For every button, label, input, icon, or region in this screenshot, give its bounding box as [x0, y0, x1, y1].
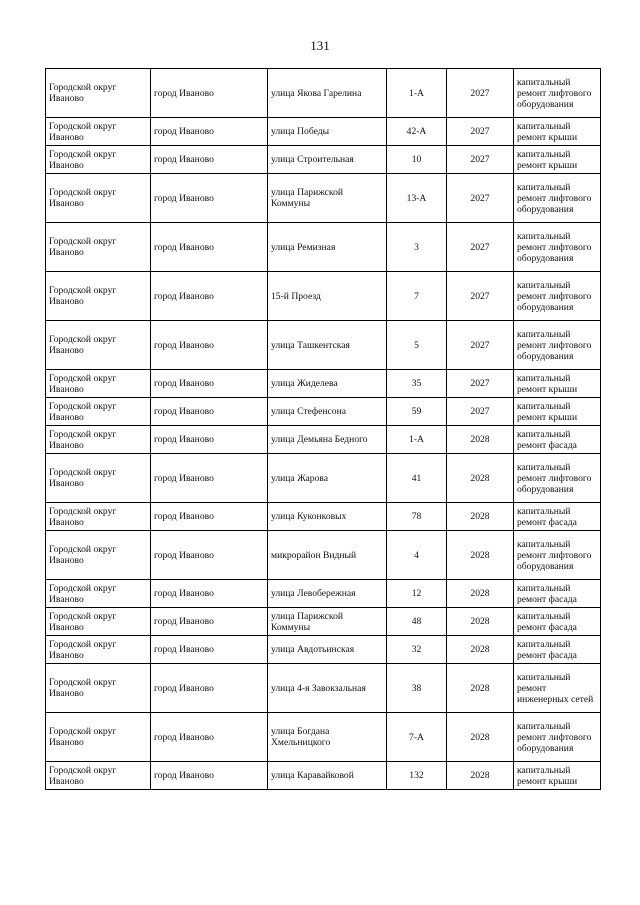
- cell-work-type: капитальный ремонт крыши: [514, 146, 601, 174]
- cell-work-type: капитальный ремонт фасада: [514, 608, 601, 636]
- cell-work-type: капитальный ремонт фасада: [514, 426, 601, 454]
- table-row: [46, 608, 601, 636]
- table-row: [46, 370, 601, 398]
- cell-house-number: 1-А: [387, 69, 447, 118]
- cell-city: город Иваново: [151, 636, 268, 664]
- cell-year: 2027: [447, 223, 514, 272]
- cell-street: улица Парижской Коммуны: [268, 174, 387, 223]
- table-row: [46, 580, 601, 608]
- cell-district: Городской округ Иваново: [46, 272, 151, 321]
- cell-year: 2027: [447, 398, 514, 426]
- cell-work-type: капитальный ремонт лифтового оборудования: [514, 321, 601, 370]
- cell-work-type: капитальный ремонт фасада: [514, 636, 601, 664]
- table-row: [46, 503, 601, 531]
- cell-city: город Иваново: [151, 174, 268, 223]
- cell-street: улица Ремизная: [268, 223, 387, 272]
- cell-year: 2027: [447, 174, 514, 223]
- cell-street: улица Левобережная: [268, 580, 387, 608]
- table-row: [46, 454, 601, 503]
- cell-year: 2028: [447, 608, 514, 636]
- cell-year: 2028: [447, 503, 514, 531]
- cell-house-number: 10: [387, 146, 447, 174]
- cell-year: 2027: [447, 370, 514, 398]
- cell-street: улица Якова Гарелина: [268, 69, 387, 118]
- cell-year: 2028: [447, 580, 514, 608]
- cell-city: город Иваново: [151, 454, 268, 503]
- cell-city: город Иваново: [151, 664, 268, 713]
- cell-district: Городской округ Иваново: [46, 174, 151, 223]
- table-row: [46, 636, 601, 664]
- cell-year: 2027: [447, 146, 514, 174]
- cell-district: Городской округ Иваново: [46, 398, 151, 426]
- table-row: [46, 762, 601, 790]
- table-row: [46, 118, 601, 146]
- cell-year: 2028: [447, 426, 514, 454]
- cell-street: улица 4-я Завокзальная: [268, 664, 387, 713]
- cell-work-type: капитальный ремонт лифтового оборудования: [514, 223, 601, 272]
- cell-street: улица Куконковых: [268, 503, 387, 531]
- cell-year: 2028: [447, 531, 514, 580]
- cell-district: Городской округ Иваново: [46, 531, 151, 580]
- cell-district: Городской округ Иваново: [46, 636, 151, 664]
- cell-district: Городской округ Иваново: [46, 713, 151, 762]
- cell-house-number: 12: [387, 580, 447, 608]
- cell-street: улица Строительная: [268, 146, 387, 174]
- cell-work-type: капитальный ремонт крыши: [514, 398, 601, 426]
- cell-house-number: 35: [387, 370, 447, 398]
- table-row: [46, 69, 601, 118]
- table-row: [46, 426, 601, 454]
- table-row: [46, 272, 601, 321]
- cell-city: город Иваново: [151, 398, 268, 426]
- table-row: [46, 146, 601, 174]
- cell-street: улица Каравайковой: [268, 762, 387, 790]
- table-row: [46, 531, 601, 580]
- repair-schedule-table: [45, 68, 601, 790]
- cell-year: 2028: [447, 636, 514, 664]
- cell-city: город Иваново: [151, 426, 268, 454]
- cell-district: Городской округ Иваново: [46, 454, 151, 503]
- cell-city: город Иваново: [151, 223, 268, 272]
- cell-year: 2027: [447, 272, 514, 321]
- table-row: [46, 223, 601, 272]
- cell-city: город Иваново: [151, 69, 268, 118]
- cell-house-number: 41: [387, 454, 447, 503]
- cell-work-type: капитальный ремонт фасада: [514, 503, 601, 531]
- cell-work-type: капитальный ремонт крыши: [514, 762, 601, 790]
- cell-work-type: капитальный ремонт фасада: [514, 580, 601, 608]
- cell-street: микрорайон Видный: [268, 531, 387, 580]
- cell-street: улица Демьяна Бедного: [268, 426, 387, 454]
- table-row: [46, 398, 601, 426]
- cell-city: город Иваново: [151, 608, 268, 636]
- cell-district: Городской округ Иваново: [46, 426, 151, 454]
- cell-district: Городской округ Иваново: [46, 370, 151, 398]
- cell-district: Городской округ Иваново: [46, 580, 151, 608]
- cell-district: Городской округ Иваново: [46, 118, 151, 146]
- cell-house-number: 48: [387, 608, 447, 636]
- cell-work-type: капитальный ремонт лифтового оборудования: [514, 174, 601, 223]
- cell-street: улица Жарова: [268, 454, 387, 503]
- cell-street: улица Победы: [268, 118, 387, 146]
- cell-city: город Иваново: [151, 118, 268, 146]
- cell-year: 2028: [447, 713, 514, 762]
- cell-city: город Иваново: [151, 762, 268, 790]
- cell-district: Городской округ Иваново: [46, 146, 151, 174]
- cell-district: Городской округ Иваново: [46, 503, 151, 531]
- cell-city: город Иваново: [151, 503, 268, 531]
- table-row: [46, 174, 601, 223]
- cell-house-number: 1-А: [387, 426, 447, 454]
- cell-house-number: 32: [387, 636, 447, 664]
- cell-street: улица Стефенсона: [268, 398, 387, 426]
- cell-house-number: 78: [387, 503, 447, 531]
- cell-house-number: 59: [387, 398, 447, 426]
- cell-house-number: 7: [387, 272, 447, 321]
- cell-year: 2027: [447, 118, 514, 146]
- cell-street: улица Жиделева: [268, 370, 387, 398]
- table-body: [46, 69, 601, 790]
- cell-year: 2028: [447, 454, 514, 503]
- cell-house-number: 38: [387, 664, 447, 713]
- cell-house-number: 42-А: [387, 118, 447, 146]
- cell-city: город Иваново: [151, 713, 268, 762]
- cell-house-number: 132: [387, 762, 447, 790]
- cell-year: 2028: [447, 664, 514, 713]
- cell-work-type: капитальный ремонт лифтового оборудования: [514, 454, 601, 503]
- cell-city: город Иваново: [151, 272, 268, 321]
- cell-district: Городской округ Иваново: [46, 664, 151, 713]
- table-row: [46, 664, 601, 713]
- cell-year: 2027: [447, 69, 514, 118]
- cell-city: город Иваново: [151, 531, 268, 580]
- page-number: 131: [310, 38, 330, 53]
- cell-house-number: 13-А: [387, 174, 447, 223]
- cell-work-type: капитальный ремонт лифтового оборудования: [514, 272, 601, 321]
- cell-house-number: 3: [387, 223, 447, 272]
- table-row: [46, 321, 601, 370]
- cell-house-number: 7-А: [387, 713, 447, 762]
- cell-city: город Иваново: [151, 580, 268, 608]
- cell-work-type: капитальный ремонт инженерных сетей: [514, 664, 601, 713]
- cell-city: город Иваново: [151, 370, 268, 398]
- cell-work-type: капитальный ремонт лифтового оборудования: [514, 531, 601, 580]
- cell-work-type: капитальный ремонт лифтового оборудования: [514, 69, 601, 118]
- cell-street: 15-й Проезд: [268, 272, 387, 321]
- cell-street: улица Богдана Хмельницкого: [268, 713, 387, 762]
- cell-district: Городской округ Иваново: [46, 608, 151, 636]
- cell-year: 2028: [447, 762, 514, 790]
- cell-district: Городской округ Иваново: [46, 321, 151, 370]
- cell-house-number: 4: [387, 531, 447, 580]
- cell-work-type: капитальный ремонт крыши: [514, 370, 601, 398]
- cell-work-type: капитальный ремонт крыши: [514, 118, 601, 146]
- cell-city: город Иваново: [151, 146, 268, 174]
- cell-house-number: 5: [387, 321, 447, 370]
- cell-street: улица Авдотьинская: [268, 636, 387, 664]
- cell-work-type: капитальный ремонт лифтового оборудования: [514, 713, 601, 762]
- cell-year: 2027: [447, 321, 514, 370]
- cell-district: Городской округ Иваново: [46, 762, 151, 790]
- cell-district: Городской округ Иваново: [46, 69, 151, 118]
- cell-street: улица Ташкентская: [268, 321, 387, 370]
- cell-city: город Иваново: [151, 321, 268, 370]
- table-row: [46, 713, 601, 762]
- cell-street: улица Парижской Коммуны: [268, 608, 387, 636]
- cell-district: Городской округ Иваново: [46, 223, 151, 272]
